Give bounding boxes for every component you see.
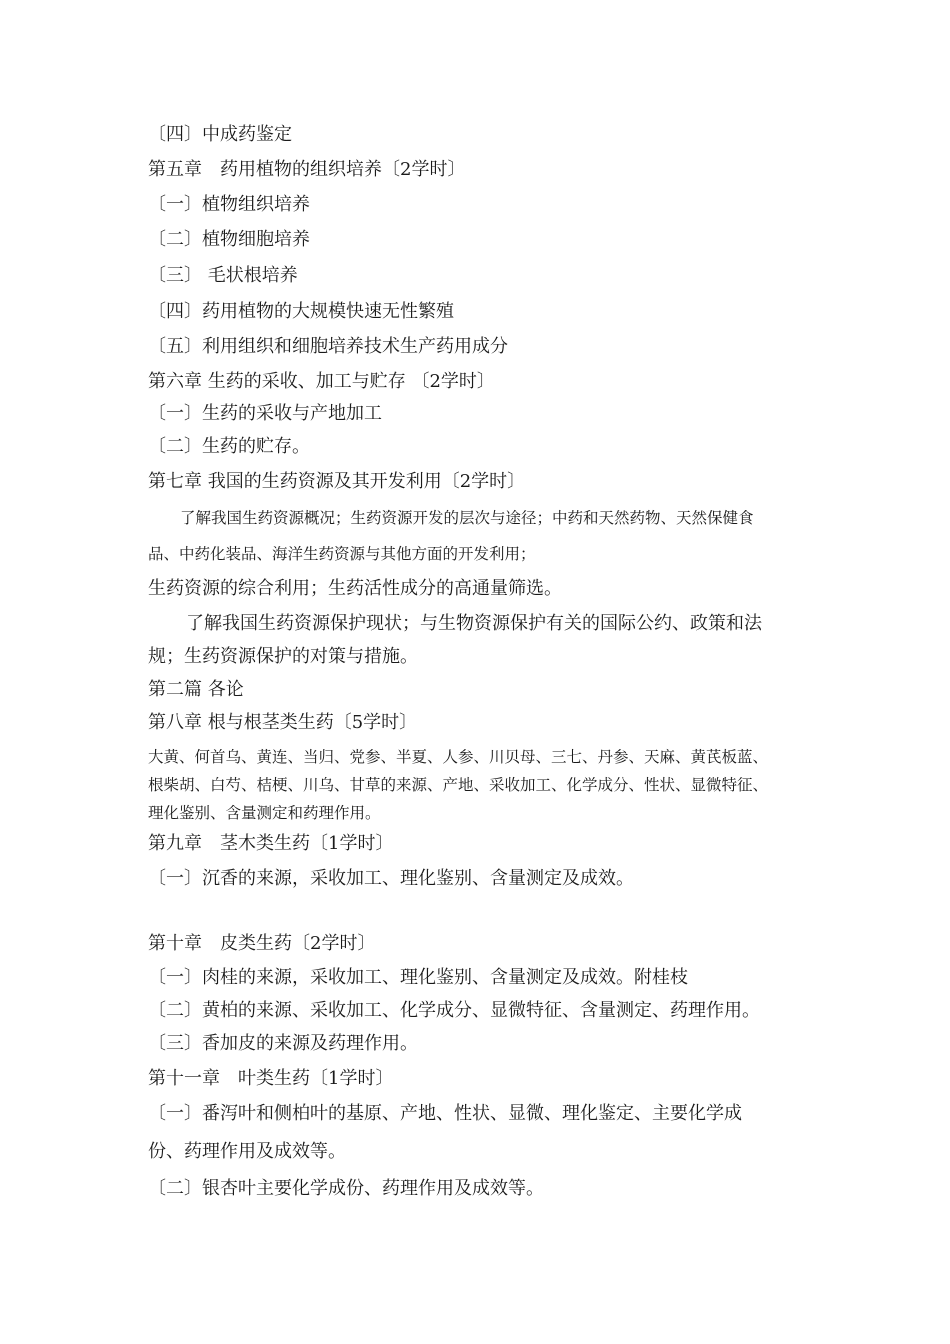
section-heading: 〔四〕药用植物的大规模快速无性繁殖 [148,301,454,322]
chapter-11-heading: 第十一章 叶类生药〔1学时〕 [148,1068,394,1089]
chapter-6-heading: 第六章 生药的采收、加工与贮存 〔2学时〕 [148,371,495,392]
part-heading: 第二篇 各论 [148,679,244,700]
section-heading: 〔一〕植物组织培养 [148,194,310,215]
section-heading: 〔二〕植物细胞培养 [148,229,310,250]
paragraph-line: 大黄、何首乌、黄连、当归、党参、半夏、人参、川贝母、三七、丹参、天麻、黄芪板蓝、 [148,748,769,766]
section-heading: 〔三〕香加皮的来源及药理作用。 [148,1033,418,1054]
section-heading: 〔一〕肉桂的来源，采收加工、理化鉴别、含量测定及成效。附桂枝 [148,967,688,988]
chapter-7-heading: 第七章 我国的生药资源及其开发利用〔2学时〕 [148,471,526,492]
chapter-9-heading: 第九章 茎木类生药〔1学时〕 [148,833,394,854]
paragraph-line: 份、药理作用及成效等。 [148,1141,346,1162]
section-heading: 〔二〕生药的贮存。 [148,436,310,457]
paragraph-line: 规；生药资源保护的对策与措施。 [148,646,418,667]
paragraph-line: 生药资源的综合利用；生药活性成分的高通量筛选。 [148,578,562,599]
section-heading: 〔三〕 毛状根培养 [148,265,298,286]
paragraph-line: 品、中药化装品、海洋生药资源与其他方面的开发利用； [148,545,536,563]
section-heading: 〔二〕银杏叶主要化学成份、药理作用及成效等。 [148,1178,544,1199]
section-heading: 〔四〕中成药鉴定 [148,124,292,145]
paragraph-line: 了解我国生药资源保护现状；与生物资源保护有关的国际公约、政策和法 [186,613,762,634]
section-heading: 〔一〕沉香的来源，采收加工、理化鉴别、含量测定及成效。 [148,868,634,889]
chapter-5-heading: 第五章 药用植物的组织培养〔2学时〕 [148,159,466,180]
section-heading: 〔二〕黄柏的来源、采收加工、化学成分、显微特征、含量测定、药理作用。 [148,1000,760,1021]
section-heading: 〔一〕生药的采收与产地加工 [148,403,382,424]
paragraph-line: 了解我国生药资源概况；生药资源开发的层次与途径；中药和天然药物、天然保健食 [180,509,754,527]
chapter-10-heading: 第十章 皮类生药〔2学时〕 [148,933,376,954]
chapter-8-heading: 第八章 根与根茎类生药〔5学时〕 [148,712,418,733]
section-heading: 〔一〕番泻叶和侧柏叶的基原、产地、性状、显微、理化鉴定、主要化学成 [148,1103,742,1124]
section-heading: 〔五〕利用组织和细胞培养技术生产药用成分 [148,336,508,357]
paragraph-line: 理化鉴别、含量测定和药理作用。 [148,804,381,822]
paragraph-line: 根柴胡、白芍、桔梗、川乌、甘草的来源、产地、采收加工、化学成分、性状、显微特征、 [148,776,769,794]
